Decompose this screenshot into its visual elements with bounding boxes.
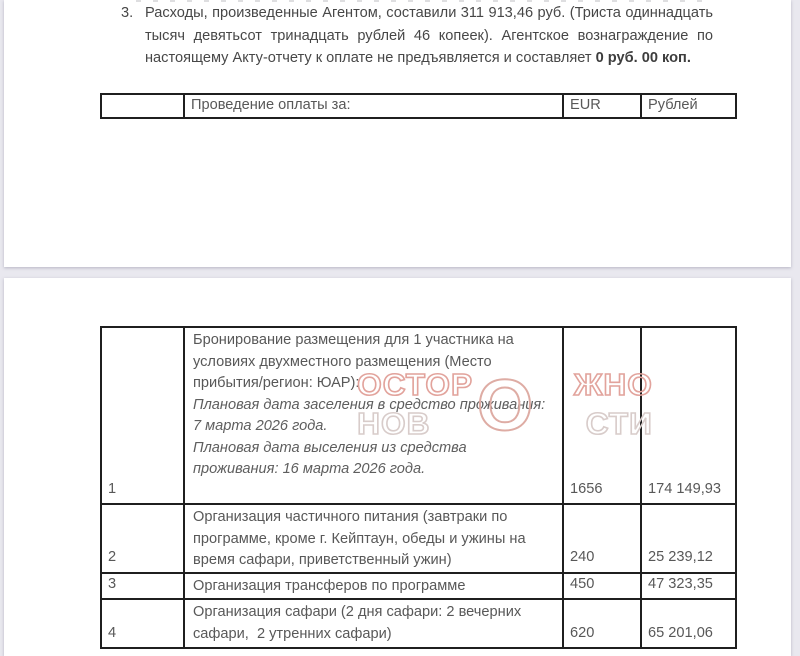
row-description-cell: [184, 327, 563, 504]
paragraph-item-3: [121, 2, 713, 70]
table-header-row: [101, 94, 736, 118]
row-eur-cell: 450: [563, 573, 641, 600]
table-row: [101, 327, 736, 504]
header-cell-eur: EUR: [563, 94, 641, 118]
row-rubles-cell: 65 201,06: [641, 599, 736, 648]
row-description-cell: Организация трансферов по программе: [184, 573, 563, 600]
watermark-text: ОСТОР: [357, 367, 474, 402]
row-number-cell: 3: [101, 573, 184, 600]
row-description-cell: Организация частичного питания (завтраки по программе, кроме г. Кейптаун, обеды и ужины на время сафари, приветственный ужин): [184, 504, 563, 573]
row-rubles-cell: 25 239,12: [641, 504, 736, 573]
header-cell-description: Проведение оплаты за:: [184, 94, 563, 118]
watermark-text: ЖНО: [573, 367, 653, 402]
row-eur-cell: 240: [563, 504, 641, 573]
services-table: [100, 326, 737, 649]
row-eur-cell: 1656: [563, 327, 641, 504]
row-rubles-cell: 174 149,93: [641, 327, 736, 504]
list-number: 3.: [121, 5, 134, 21]
row-description-cell: Организация сафари (2 дня сафари: 2 вечерних сафари, 2 утренних сафари): [184, 599, 563, 648]
description-checkout-date: Плановая дата выселения из средства проживания: 16 марта 2026 года.: [193, 439, 471, 477]
document-page-1: [4, 0, 791, 267]
paragraph-regular-text: Расходы, произведенные Агентом, составили 311 913,46 руб. (Триста одиннадцать тысяч девятьсот тринадцать рублей 46 копеек). Агентское вознаграждение по настоящему Акту-отчету к оплате не предъявляется и составляет: [145, 5, 713, 67]
paragraph-bold-text: 0 руб. 00 коп.: [595, 50, 691, 67]
row-number-cell: 4: [101, 599, 184, 648]
table-row: [101, 504, 736, 573]
description-main: Бронирование размещения для 1 участника на условиях двухместного размещения (Место прибытия/регион: ЮАР):: [193, 332, 518, 391]
paragraph-text: [145, 2, 713, 70]
watermark-big-letter: О: [476, 366, 534, 446]
table-row: [101, 573, 736, 600]
description-checkin-date: Плановая дата заселения в средство проживания: 7 марта 2026 года.: [193, 396, 550, 434]
payment-table-header: [100, 93, 737, 119]
watermark-text: СТИ: [585, 406, 653, 441]
document-page-2: [4, 278, 791, 656]
row-number-cell: 1: [101, 327, 184, 504]
row-number-cell: 2: [101, 504, 184, 573]
table-row: [101, 599, 736, 648]
watermark-text: НОВ: [357, 406, 431, 441]
header-cell-number: [101, 94, 184, 118]
row-eur-cell: 620: [563, 599, 641, 648]
row-rubles-cell: 47 323,35: [641, 573, 736, 600]
header-cell-rubles: Рублей: [641, 94, 736, 118]
